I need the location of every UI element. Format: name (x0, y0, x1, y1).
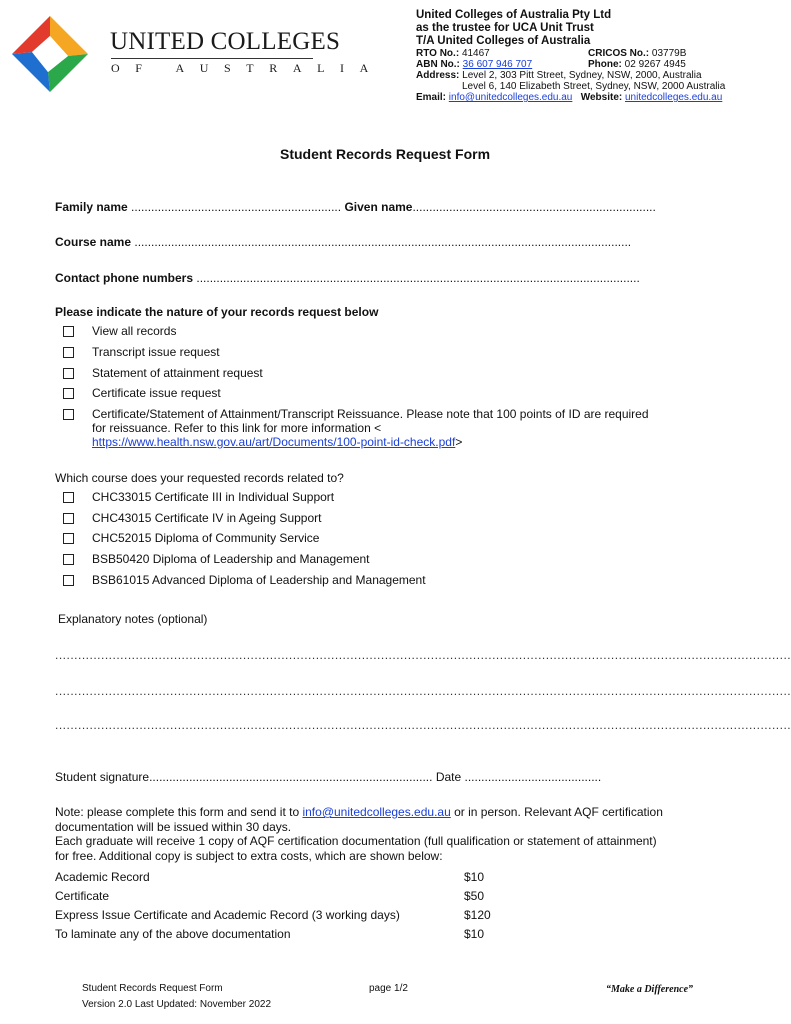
company-trading-as: T/A United Colleges of Australia (416, 35, 591, 47)
course-name-row (55, 235, 715, 249)
course-option[interactable]: CHC33015 Certificate III in Individual Support (63, 490, 334, 504)
name-row (55, 200, 715, 214)
brand-divider (111, 58, 313, 59)
course-option[interactable]: CHC52015 Diploma of Community Service (63, 531, 319, 545)
email-label: Email: (416, 92, 447, 103)
checkbox[interactable] (63, 575, 74, 586)
fee-row (55, 870, 495, 884)
fee-row (55, 908, 495, 922)
course-name-label: Course name (55, 235, 132, 249)
family-name-field[interactable]: ............................................................... (131, 200, 342, 214)
given-name-label: Given name (344, 200, 413, 214)
company-name: United Colleges of Australia Pty Ltd (416, 9, 612, 21)
notes-line-1[interactable]: ................................................................................................................................................................................................ (55, 648, 791, 662)
course-option[interactable]: CHC43015 Certificate IV in Ageing Support (63, 511, 321, 525)
signature-label: Student signature (55, 770, 150, 784)
fee-item: Express Issue Certificate and Academic Record (3 working days) (55, 908, 400, 922)
fee-amount: $120 (464, 908, 491, 922)
form-title: Student Records Request Form (279, 146, 491, 162)
checkbox[interactable] (63, 326, 74, 337)
id-check-link[interactable]: https://www.health.nsw.gov.au/art/Documents/100-point-id-check.pdf (92, 435, 456, 449)
course-name-field[interactable]: ..................................................................................................................................................... (134, 235, 632, 249)
brand-subtitle: OF AUSTRALIA (111, 61, 384, 75)
footer-form-name: Student Records Request Form (82, 983, 223, 994)
company-trustee: as the trustee for UCA Unit Trust (416, 22, 594, 34)
fee-row (55, 889, 495, 903)
fee-item: To laminate any of the above documentation (55, 927, 291, 941)
checkbox[interactable] (63, 492, 74, 503)
fee-amount: $50 (464, 889, 485, 903)
checkbox[interactable] (63, 513, 74, 524)
contact-phone-field[interactable]: ..................................................................................................................................... (196, 271, 640, 285)
email-link[interactable]: info@unitedcolleges.edu.au (448, 92, 573, 103)
date-label: Date (435, 770, 462, 784)
address-line-2: Level 6, 140 Elizabeth Street, Sydney, NSW, 2000 Australia (462, 81, 726, 92)
footer-motto: “Make a Difference” (606, 984, 694, 995)
signature-row (55, 770, 601, 784)
date-field[interactable]: ......................................... (464, 770, 602, 784)
brand-name: UNITED COLLEGES (110, 28, 341, 55)
nature-option[interactable]: Certificate/Statement of Attainment/Transcript Reissuance. Please note that 100 points of ID are required for reissuance. Refer to this link for more information < https://www.health.nsw.gov.au/art/Documents/100-point-id-check.pdf> (63, 407, 713, 449)
fee-amount: $10 (464, 927, 485, 941)
checkbox[interactable] (63, 388, 74, 399)
rto-label: RTO No.: (416, 48, 460, 59)
checkbox[interactable] (63, 554, 74, 565)
family-name-label: Family name (55, 200, 128, 214)
abn-label: ABN No.: (416, 59, 460, 70)
signature-field[interactable]: ..................................................................................... (149, 770, 433, 784)
notes-line-2[interactable]: ................................................................................................................................................................................................ (55, 684, 791, 698)
fee-item: Certificate (55, 889, 110, 903)
reissue-text: Certificate/Statement of Attainment/Transcript Reissuance. Please note that 100 points of ID are required (92, 407, 649, 421)
checkbox[interactable] (63, 533, 74, 544)
address-line-1: Level 2, 303 Pitt Street, Sydney, NSW, 2000, Australia (462, 70, 702, 81)
rto-value: 41467 (461, 48, 490, 59)
nature-heading: Please indicate the nature of your records request below (55, 305, 379, 319)
nature-option[interactable]: View all records (63, 324, 176, 338)
fee-item: Academic Record (55, 870, 150, 884)
checkbox[interactable] (63, 409, 74, 420)
contact-row (55, 271, 715, 285)
given-name-field[interactable]: ......................................................................... (412, 200, 656, 214)
website-label: Website: (580, 92, 623, 103)
nature-option[interactable]: Statement of attainment request (63, 366, 263, 380)
checkbox[interactable] (63, 347, 74, 358)
note-paragraph: Note: please complete this form and send it to info@unitedcolleges.edu.au or in person. Relevant AQF certification documentation will be issued within 30 days. Each graduate will receive 1 copy of AQF certification documentation (full qualification or statement of attainment) for free. Additional copy is subject to extra costs, which are shown below: (55, 805, 663, 863)
phone-label: Phone: (588, 59, 622, 70)
notes-line-3[interactable]: ................................................................................................................................................................................................ (55, 718, 791, 732)
course-option[interactable]: BSB61015 Advanced Diploma of Leadership and Management (63, 573, 426, 587)
footer-version: Version 2.0 Last Updated: November 2022 (82, 999, 272, 1010)
nature-option[interactable]: Certificate issue request (63, 386, 221, 400)
nature-option[interactable]: Transcript issue request (63, 345, 220, 359)
contact-phone-label: Contact phone numbers (55, 271, 194, 285)
notes-label: Explanatory notes (optional) (58, 612, 208, 626)
course-heading: Which course does your requested records related to? (55, 471, 344, 485)
footer-page-number: page 1/2 (369, 983, 408, 994)
fee-row (55, 927, 495, 941)
fee-amount: $10 (464, 870, 485, 884)
company-details (416, 9, 725, 103)
abn-link[interactable]: 36 607 946 707 (462, 59, 533, 70)
course-option[interactable]: BSB50420 Diploma of Leadership and Management (63, 552, 370, 566)
cricos-label: CRICOS No.: (588, 48, 650, 59)
website-link[interactable]: unitedcolleges.edu.au (625, 92, 723, 103)
address-label: Address: (416, 70, 460, 81)
phone-value: 02 9267 4945 (624, 59, 686, 70)
checkbox[interactable] (63, 368, 74, 379)
college-logo (10, 14, 90, 94)
cricos-value: 03779B (651, 48, 687, 59)
reissue-text-2: for reissuance. Refer to this link for more information < (92, 421, 382, 435)
note-email-link[interactable]: info@unitedcolleges.edu.au (302, 805, 451, 819)
